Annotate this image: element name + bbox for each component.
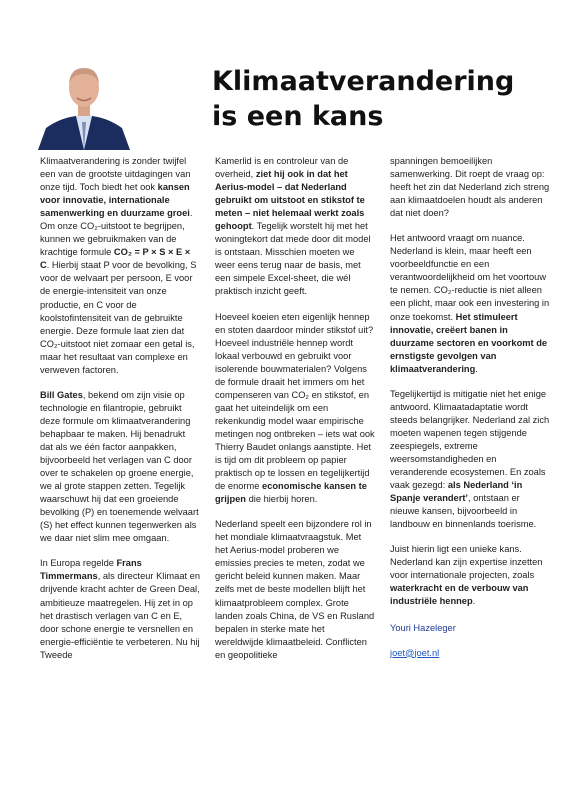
text-run: , bekend om zijn visie op technologie en filantropie, gebruikt deze formule om klimaatverandering behapbaar te maken. Hij benadrukt dat als we één factor aanpakken, bijvoorbeeld het verlagen van C door over te schakelen op groene energie, we al grote stappen zetten. Tegelijk waarschuwt hij dat een groeiende bevolking (P) en toenemende welvaart (S) het effect kunnen tegenwerken als we daar niet slim mee omgaan.: [40, 389, 199, 544]
bold-phrase: Frans Timmermans: [40, 558, 142, 582]
paragraph: [215, 155, 375, 299]
text-run: Nederland speelt een bijzondere rol in het mondiale klimaatvraagstuk. Met het Aerius-model proberen we emissies precies te meten, zodat we gericht beleid kunnen maken. Maar zelfs met de beste modellen blijft het klimaatprobleem complex. Grote landen zoals China, de VS en Rusland bepalen in sterke mate het wereldwijde klimaatbeleid. Conflicten en geopolitieke: [215, 519, 375, 660]
paragraph: [390, 543, 550, 608]
bold-phrase: waterkracht en de verbouw van industriële hennep: [390, 583, 529, 607]
paragraph: [40, 389, 200, 546]
text-run: . Tegelijk worstelt hij met het woningtekort dat mede door dit model is ontstaan. Misschien moeten we weer eens terug naar de basis, met een simpele Excel-sheet, die wél praktisch inzicht geeft.: [215, 221, 371, 297]
column-1: [40, 155, 200, 674]
bold-phrase: kansen voor innovatie, internationale samenwerking en duurzame groei: [40, 182, 190, 219]
column-3: [390, 155, 550, 672]
paragraph: [390, 232, 550, 376]
author-email-link[interactable]: joet@joet.nl: [390, 647, 440, 658]
text-run: .: [472, 596, 476, 607]
paragraph: [40, 155, 200, 377]
paragraph: [40, 557, 200, 661]
text-run: Kamerlid is en controleur van de overheid,: [215, 156, 349, 180]
column-3-paragraphs: [390, 155, 550, 609]
bold-phrase: CO₂ = P × S × E × C: [40, 247, 191, 271]
bold-phrase: Bill Gates: [40, 389, 83, 400]
text-run: spanningen bemoeilijken samenwerking. Dit roept de vraag op: heeft het zin dat Nederland zich streng aan klimaatdoelen houdt als anderen dat niet doen?: [390, 156, 550, 219]
paragraph: [215, 311, 375, 507]
text-run: , als directeur Klimaat en drijvende kracht achter de Green Deal, ambitieuze maatregelen. Hij zet in op het drastisch verlagen van C en E, door schone energie te versnellen en energie-efficiëntie te verbeteren. Nu hij Tweede: [40, 571, 201, 660]
text-run: Tegelijkertijd is mitigatie niet het enige antwoord. Klimaatadaptatie wordt steeds belangrijker. Nederland zal zich moeten wapenen tegen stijgende zeespiegels, extreme weersomstandigheden en veranderende ecosystemen. En zoals vaak gezegd:: [390, 388, 550, 491]
text-run: In Europa regelde: [40, 558, 117, 569]
author-name: Youri Hazeleger: [390, 622, 456, 633]
paragraph: [215, 518, 375, 662]
bold-phrase: economische kansen te grijpen: [215, 481, 367, 505]
text-run: Juist hierin ligt een unieke kans. Nederland kan zijn expertise inzetten voor internationale projecten, zoals: [390, 544, 543, 581]
article-title: Klimaatverandering is een kans: [212, 66, 515, 132]
paragraph: [390, 155, 550, 220]
portrait-image: [36, 62, 132, 150]
bold-phrase: Het stimuleert innovatie, creëert banen in duurzame sectoren en voorkomt de ernstigste gevolgen van klimaatverandering: [390, 311, 548, 374]
text-run: . Om onze CO₂-uitstoot te begrijpen, kunnen we gebruikmaken van de krachtige formule: [40, 208, 193, 258]
text-run: Klimaatverandering is zonder twijfel een van de grootste uitdagingen van onze tijd. Toch biedt het ook: [40, 156, 191, 193]
text-run: Het antwoord vraagt om nuance. Nederland is klein, maar heeft een voorbeeldfunctie en een verantwoordelijkheid om het voortouw te nemen. CO₂-reductie is niet alleen een plicht, maar ook een investering in onze toekomst.: [390, 233, 550, 322]
text-run: . Hierbij staat P voor de bevolking, S voor de welvaart per persoon, E voor de energie-intensiteit van onze productie, en C voor de koolstofintensiteit van de gebruikte energie. Deze formule laat zien dat CO₂-uitstoot niet zomaar een getal is, maar het resultaat van complexe en verweven factoren.: [40, 260, 197, 375]
paragraph: [390, 388, 550, 532]
text-run: die hierbij horen.: [246, 494, 318, 505]
text-run: , ontstaan er nieuwe kansen, bijvoorbeeld in landbouw en binnenlands toerisme.: [390, 493, 537, 530]
text-run: .: [475, 363, 478, 374]
text-run: Hoeveel koeien eten eigenlijk hennep en stoten daardoor minder stikstof uit? Hoeveel industriële hennep wordt lokaal verbouwd en gebruikt voor isolerende bouwmaterialen? Volgens de formule draait het immers om het compenseren van CO₂ en stikstof, en gaat het uiteindelijk om een rekenkundig model waar empirische metingen nog ontbreken – iets wat ook Thierry Baudet onlangs aanstipte. Het is tijd om dit probleem op papier praktisch op te lossen en tegelijkertijd de enorme: [215, 311, 375, 492]
bold-phrase: als Nederland ‘in Spanje verandert’: [390, 480, 523, 504]
author-portrait: [36, 62, 132, 150]
bold-phrase: ziet hij ook in dat het Aerius-model – dat Nederland gebruikt om uitstoot en stikstof te meten – niet helemaal werkt zoals gehoopt: [215, 169, 365, 232]
column-2: [215, 155, 375, 674]
